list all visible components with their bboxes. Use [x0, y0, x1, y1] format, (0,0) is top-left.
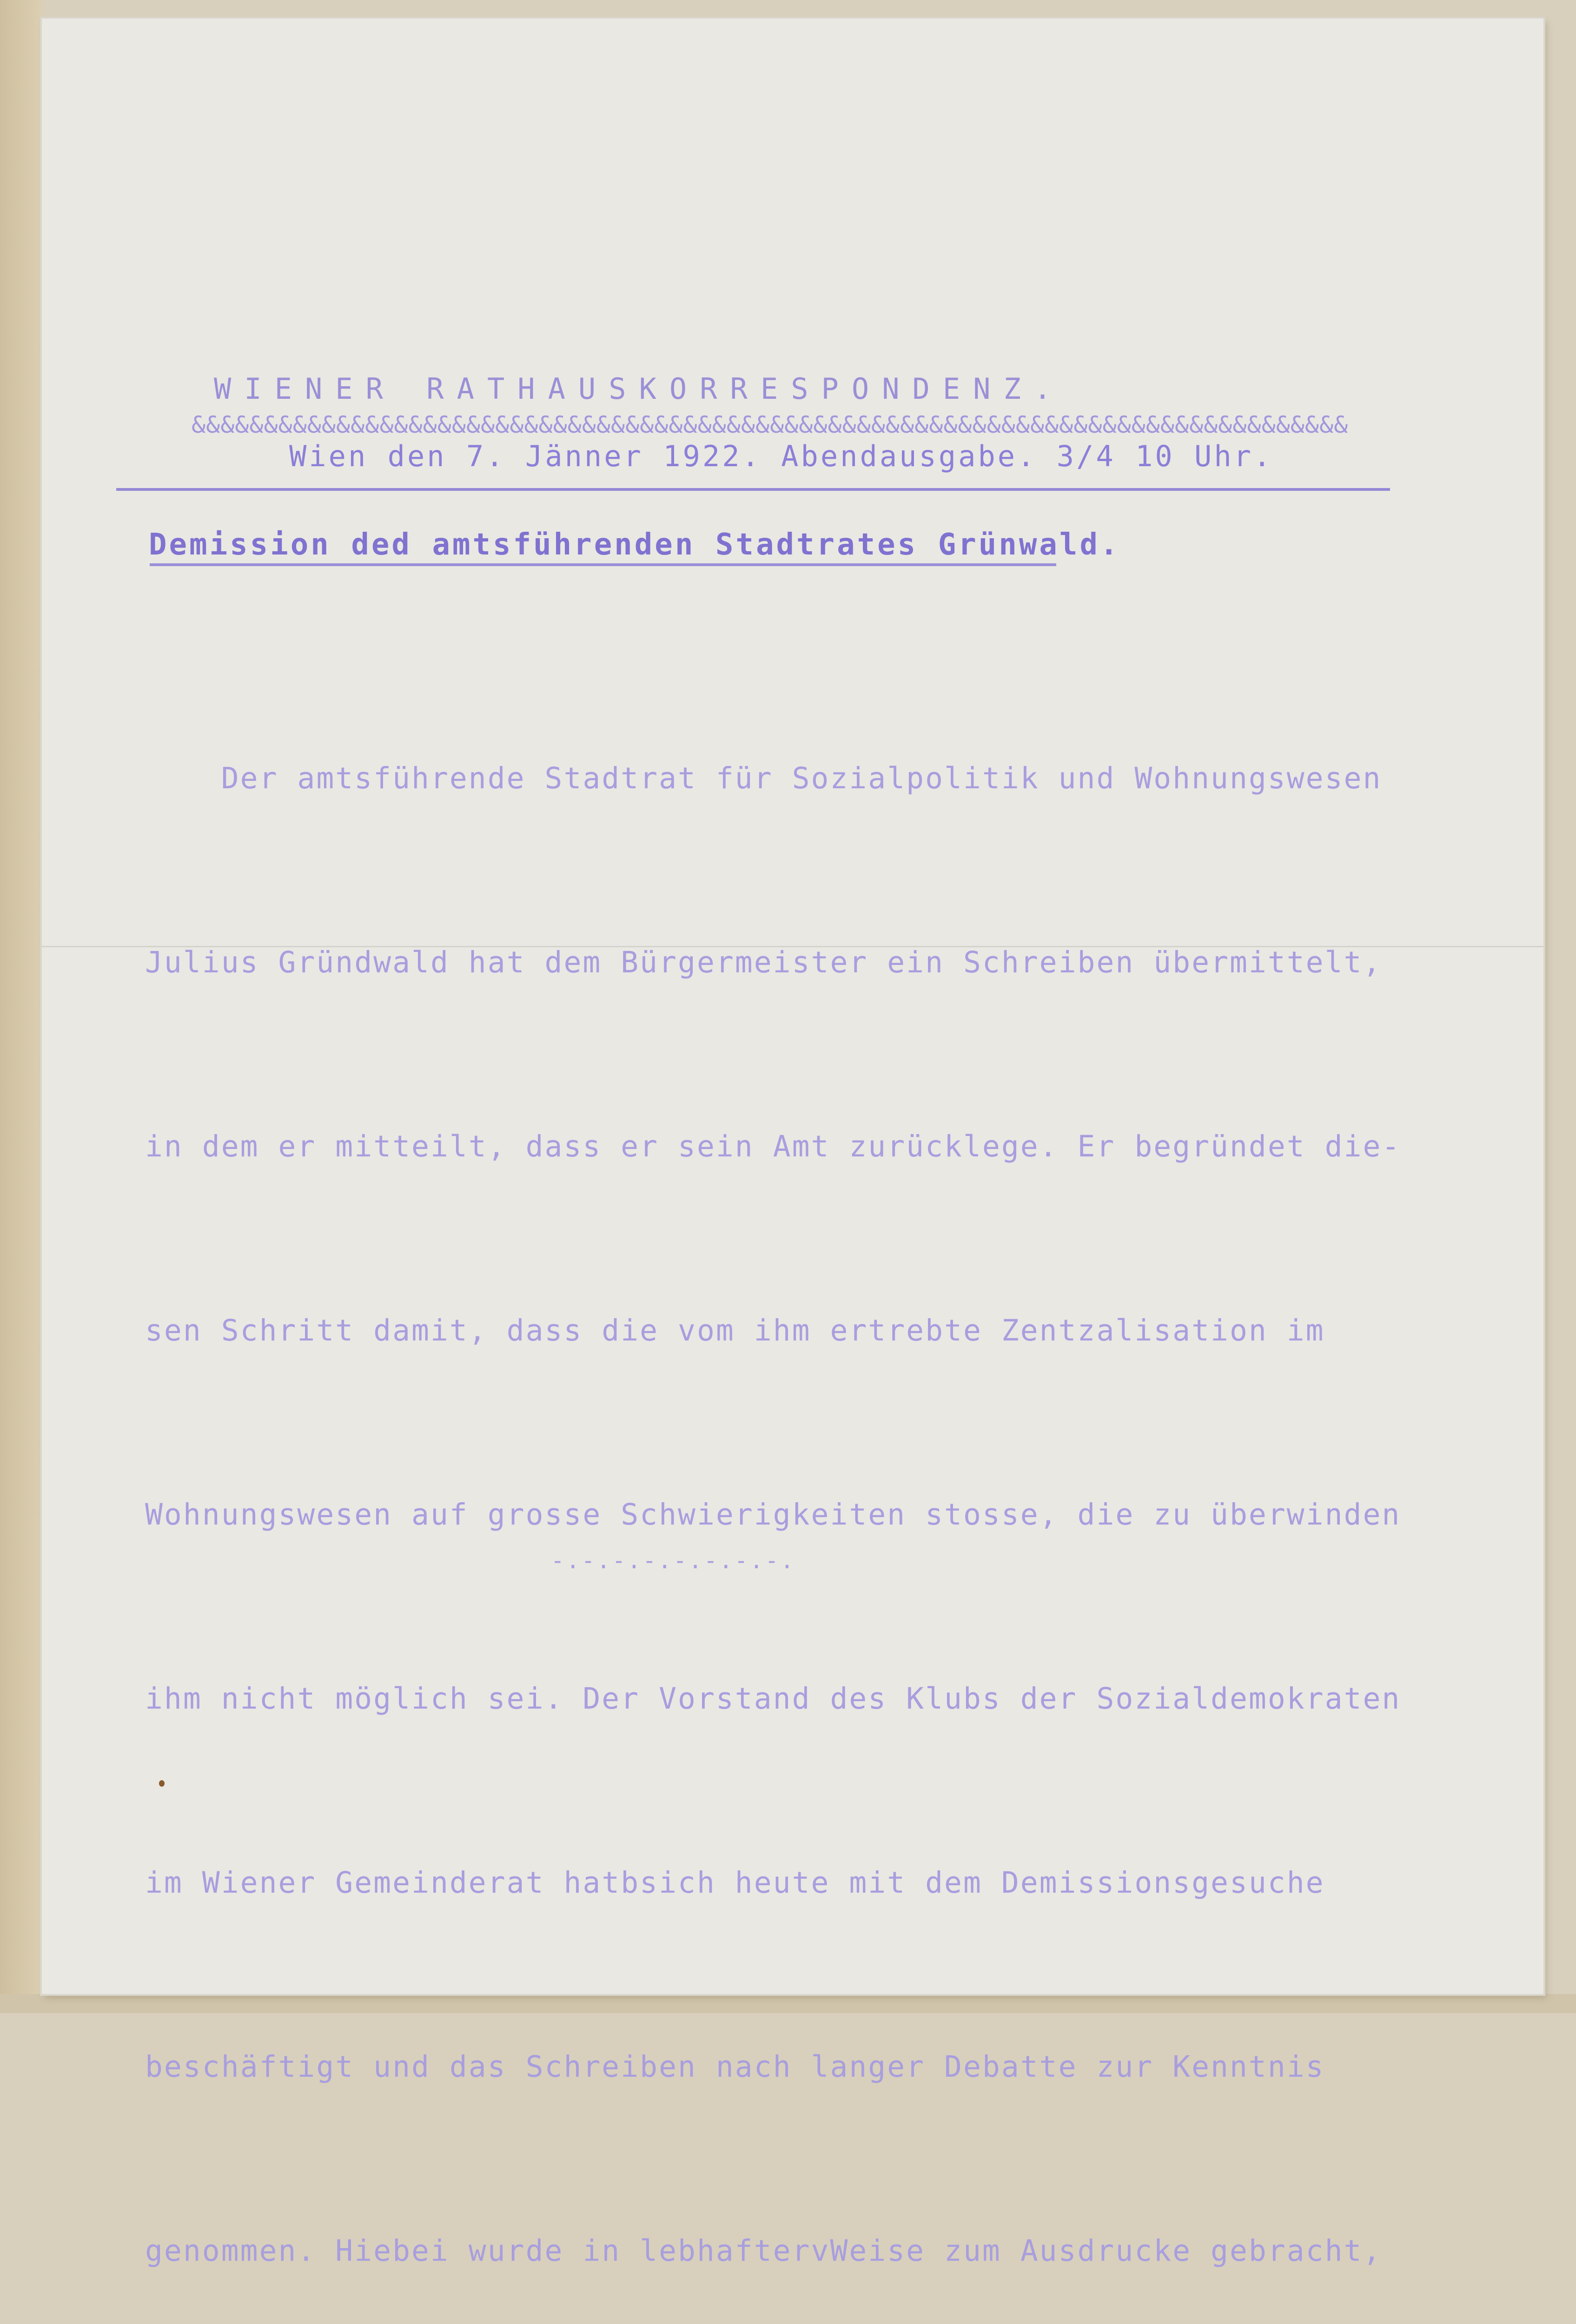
article-body: [145, 625, 1401, 2324]
dateline: Wien den 7. Jänner 1922. Abendausgabe. 3/4 10 Uhr.: [289, 439, 1273, 473]
body-line: Wohnungswesen auf grosse Schwierigkeiten stosse, die zu überwinden: [145, 1498, 1401, 1532]
body-line: ihm nicht möglich sei. Der Vorstand des Klubs der Sozialdemokraten: [145, 1682, 1401, 1716]
body-line: sen Schritt damit, dass die vom ihm ertrebte Zentzalisation im: [145, 1314, 1325, 1347]
body-line: beschäftigt und das Schreiben nach langer Debatte zur Kenntnis: [145, 2050, 1325, 2084]
body-line: im Wiener Gemeinderat hatbsich heute mit dem Demissionsgesuche: [145, 1866, 1325, 1900]
end-separator: -.-.-.-.-.-.-.-.: [551, 1548, 796, 1574]
body-line: genommen. Hiebei wurde in lebhaftervWeise zum Ausdrucke gebracht,: [145, 2234, 1382, 2268]
body-line: in dem er mitteilt, dass er sein Amt zurücklege. Er begründet die-: [145, 1129, 1401, 1163]
page-edge-left: [0, 0, 42, 2013]
document-sheet: [42, 19, 1543, 2268]
headline-underline: [150, 563, 1056, 566]
header-rule: [116, 488, 1390, 491]
publication-title: WIENER RATHAUSKORRESPONDENZ.: [214, 372, 1065, 406]
ink-stain: [159, 1780, 165, 1787]
body-line: Julius Gründwald hat dem Bürgermeister ein Schreiben übermittelt,: [145, 945, 1382, 979]
body-line: Der amtsführende Stadtrat für Sozialpolitik und Wohnungswesen: [145, 761, 1382, 795]
ampersand-border: &&&&&&&&&&&&&&&&&&&&&&&&&&&&&&&&&&&&&&&&&&&&&&&&&&&&&&&&&&&&&&&&&&&&&&&&&&&&&&&&: [192, 411, 1349, 438]
article-headline: Demission ded amtsführenden Stadtrates Grünwald.: [149, 528, 1120, 562]
